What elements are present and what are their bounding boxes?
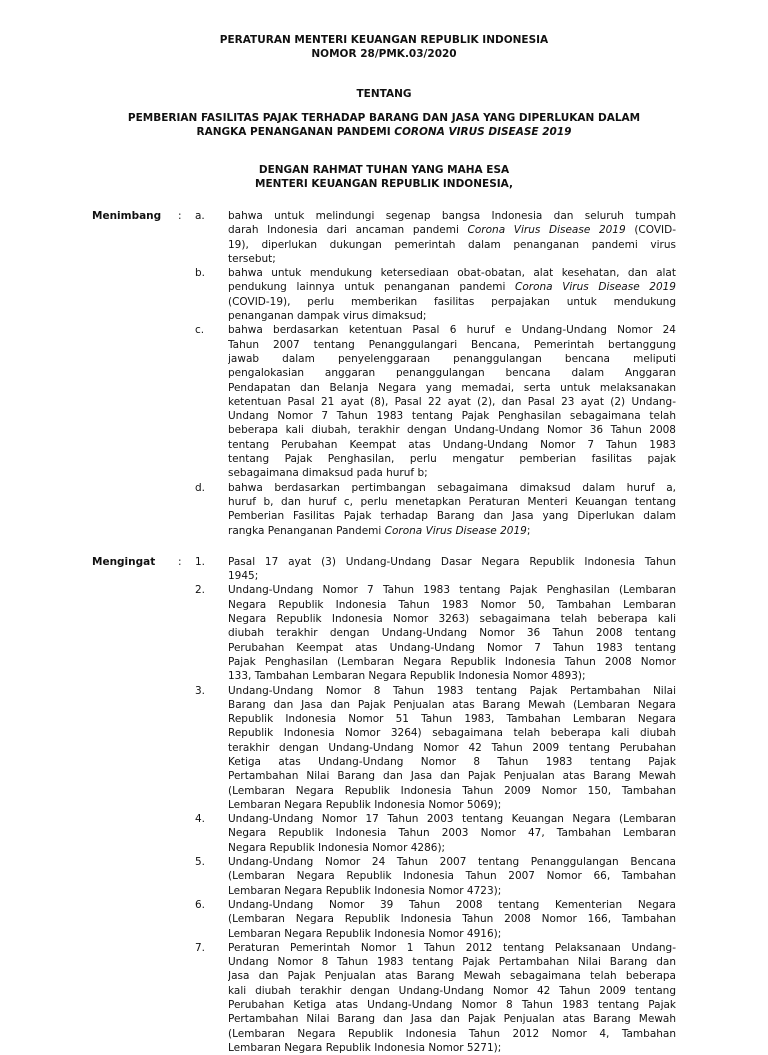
text-run: diubah terakhir dengan Undang-Undang Nomor 36 Tahun 2008 tentang: [228, 627, 676, 640]
text-run: kali diubah terakhir dengan Undang-Undang Nomor 42 Tahun 2009 tentang: [228, 984, 676, 997]
item-text-line: [228, 381, 676, 395]
item-text-line: [228, 884, 676, 898]
item-text: [228, 481, 676, 538]
text-run: Negara Republik Indonesia Tahun 2003 Nomor 47, Tambahan Lembaran: [228, 827, 676, 840]
regulation-subject: [92, 111, 676, 139]
item-text-line: [228, 395, 676, 409]
text-run: Undang-Undang Nomor 39 Tahun 2008 tentang Kementerian Negara: [228, 898, 676, 911]
item-text-line: [228, 927, 676, 941]
text-run: Jasa dan Pajak Penjualan atas Barang Mewah sebagaimana telah beberapa: [228, 970, 676, 983]
item-text-line: [228, 423, 676, 437]
item-text: [228, 941, 676, 1055]
text-run: Pertambahan Nilai Barang dan Jasa dan Pajak Penjualan atas Barang Mewah: [228, 770, 676, 783]
item-marker: 4.: [195, 813, 206, 826]
item-marker: 2.: [195, 584, 206, 597]
text-run: Pertambahan Nilai Barang dan Jasa dan Pajak Penjualan atas Barang Mewah: [228, 1013, 676, 1026]
text-run: Undang-Undang Nomor 8 Tahun 1983 tentang Pajak Pertambahan Nilai: [228, 684, 676, 697]
item-text: [228, 555, 676, 584]
text-run: Undang-Undang Nomor 7 Tahun 1983 tentang Pajak Penghasilan (Lembaran: [228, 584, 676, 597]
list-item: [195, 209, 676, 266]
text-run: 133, Tambahan Lembaran Negara Republik Indonesia Nomor 4893);: [228, 670, 586, 683]
item-marker: 3.: [195, 684, 206, 697]
item-text-line: [228, 209, 676, 223]
list-item: [195, 855, 676, 898]
list-item: [195, 555, 676, 584]
text-run: rangka Penanganan Pandemi: [228, 524, 385, 537]
text-run: Republik Indonesia Nomor 3264) sebagaimana telah beberapa kali diubah: [228, 727, 676, 740]
text-run: ;: [526, 524, 531, 537]
item-text-line: [228, 784, 676, 798]
regulation-title: [92, 33, 676, 61]
item-text-line: [228, 323, 676, 337]
text-run: Lembaran Negara Republik Indonesia Nomor 4916);: [228, 927, 502, 940]
item-marker: c.: [195, 324, 205, 337]
item-text-line: [228, 841, 676, 855]
text-run: tentang Pajak Penghasilan, perlu mengatur pemberian fasilitas pajak: [228, 453, 676, 466]
item-marker: 6.: [195, 898, 206, 911]
text-run: penanganan dampak virus dimaksud;: [228, 310, 427, 323]
preamble-line-1: DENGAN RAHMAT TUHAN YANG MAHA ESA: [258, 164, 510, 176]
menimbang-colon: :: [178, 210, 182, 222]
text-run: Undang Nomor 8 Tahun 1983 tentang Pajak Pertambahan Nilai Barang dan: [228, 956, 676, 969]
italic-term: Corona Virus Disease 2019: [384, 524, 527, 537]
tentang-heading: TENTANG: [356, 88, 412, 100]
menimbang-items: [195, 209, 676, 538]
list-item: [195, 812, 676, 855]
mengingat-items: [195, 555, 676, 1055]
list-item: [195, 481, 676, 538]
item-text-line: [228, 755, 676, 769]
item-text-line: [228, 338, 676, 352]
item-marker: 7.: [195, 941, 206, 954]
menimbang-section: [92, 209, 676, 538]
text-run: Pendapatan dan Belanja Negara yang memadai, serta untuk melaksanakan: [228, 381, 676, 394]
item-text-line: [228, 1041, 676, 1055]
text-run: pendukung lainnya untuk penanganan pandemi: [228, 281, 516, 294]
text-run: (COVID-: [625, 224, 676, 237]
text-run: Perubahan Keempat atas Undang-Undang Nomor 7 Tahun 1983 tentang: [228, 641, 676, 654]
item-text-line: [228, 295, 676, 309]
item-text-line: [228, 409, 676, 423]
text-run: huruf b, dan huruf c, perlu menetapkan Peraturan Menteri Keuangan tentang: [228, 495, 676, 508]
text-run: 1945;: [228, 570, 259, 583]
item-text-line: [228, 583, 676, 597]
list-item: [195, 941, 676, 1055]
text-run: pengalokasian anggaran penanggulangan bencana dalam Anggaran: [228, 367, 676, 380]
regulation-number: NOMOR 28/PMK.03/2020: [311, 48, 457, 60]
item-text-line: [228, 941, 676, 955]
item-marker: 1.: [195, 555, 206, 568]
item-text-line: [228, 366, 676, 380]
regulation-title-line-1: PERATURAN MENTERI KEUANGAN REPUBLIK INDONESIA: [219, 34, 549, 46]
item-text-line: [228, 984, 676, 998]
menimbang-label: Menimbang: [92, 210, 162, 222]
item-text: [228, 583, 676, 683]
text-run: bahwa untuk melindungi segenap bangsa Indonesia dan seluruh tumpah: [228, 210, 676, 222]
text-run: Undang-Undang Nomor 17 Tahun 2003 tentang Keuangan Negara (Lembaran: [228, 813, 676, 826]
item-text-line: [228, 655, 676, 669]
item-text: [228, 209, 676, 266]
text-run: Barang dan Jasa dan Pajak Penjualan atas Barang Mewah (Lembaran Negara: [228, 698, 676, 711]
item-text: [228, 898, 676, 941]
item-text-line: [228, 352, 676, 366]
list-item: [195, 583, 676, 683]
item-text-line: [228, 266, 676, 280]
text-run: Pasal 17 ayat (3) Undang-Undang Dasar Negara Republik Indonesia Tahun: [228, 555, 676, 568]
subject-line-1: PEMBERIAN FASILITAS PAJAK TERHADAP BARANG DAN JASA YANG DIPERLUKAN DALAM: [127, 112, 641, 124]
item-text-line: [228, 626, 676, 640]
text-run: (Lembaran Negara Republik Indonesia Tahun 2007 Nomor 66, Tambahan: [228, 870, 676, 883]
item-text-line: [228, 712, 676, 726]
text-run: Negara Republik Indonesia Nomor 3263) sebagaimana telah beberapa kali: [228, 613, 676, 626]
item-text-line: [228, 495, 676, 509]
item-marker: 5.: [195, 856, 206, 869]
text-run: Lembaran Negara Republik Indonesia Nomor 5271);: [228, 1041, 502, 1054]
text-run: Undang Nomor 7 Tahun 1983 tentang Pajak Penghasilan sebagaimana telah: [228, 410, 676, 423]
item-text-line: [228, 641, 676, 655]
list-item: [195, 266, 676, 323]
item-text-line: [228, 769, 676, 783]
item-text: [228, 812, 676, 855]
item-text-line: [228, 452, 676, 466]
item-marker: b.: [195, 267, 206, 280]
text-run: bahwa untuk mendukung ketersediaan obat-obatan, alat kesehatan, dan alat: [228, 267, 676, 280]
item-text-line: [228, 798, 676, 812]
item-text-line: [228, 726, 676, 740]
item-text: [228, 855, 676, 898]
item-text-line: [228, 741, 676, 755]
item-text-line: [228, 481, 676, 495]
item-text-line: [228, 1027, 676, 1041]
item-text-line: [228, 684, 676, 698]
item-text-line: [228, 252, 676, 266]
mengingat-section: [92, 555, 676, 1055]
text-run: darah Indonesia dari ancaman pandemi: [228, 224, 468, 237]
text-run: (Lembaran Negara Republik Indonesia Tahun 2009 Nomor 150, Tambahan: [228, 784, 676, 797]
item-text-line: [228, 1012, 676, 1026]
italic-term: Corona Virus Disease 2019: [515, 281, 676, 294]
item-text-line: [228, 869, 676, 883]
item-text-line: [228, 555, 676, 569]
preamble-heading: [92, 163, 676, 191]
item-text-line: [228, 969, 676, 983]
item-text-line: [228, 998, 676, 1012]
item-text-line: [228, 223, 676, 237]
list-item: [195, 323, 676, 480]
item-text-line: [228, 238, 676, 252]
item-text-line: [228, 912, 676, 926]
text-run: Negara Republik Indonesia Tahun 1983 Nomor 50, Tambahan Lembaran: [228, 598, 676, 611]
text-run: bahwa berdasarkan ketentuan Pasal 6 huruf e Undang-Undang Nomor 24: [228, 324, 676, 337]
text-run: sebagaimana dimaksud pada huruf b;: [228, 467, 428, 480]
item-text-line: [228, 669, 676, 683]
text-run: Republik Indonesia Nomor 51 Tahun 1983, Tambahan Lembaran Negara: [228, 713, 676, 726]
text-run: Ketiga atas Undang-Undang Nomor 8 Tahun 1983 tentang Pajak: [228, 755, 676, 768]
text-run: Lembaran Negara Republik Indonesia Nomor 4723);: [228, 884, 502, 897]
list-item: [195, 898, 676, 941]
item-text-line: [228, 569, 676, 583]
text-run: 19), diperlukan dukungan pemerintah dalam penanganan pandemi virus: [228, 238, 676, 251]
subject-line-2: [92, 125, 676, 139]
text-run: Lembaran Negara Republik Indonesia Nomor 5069);: [228, 798, 502, 811]
text-run: Perubahan Ketiga atas Undang-Undang Nomor 8 Tahun 1983 tentang Pajak: [228, 999, 676, 1012]
item-text-line: [228, 955, 676, 969]
preamble-line-2: MENTERI KEUANGAN REPUBLIK INDONESIA,: [255, 178, 513, 190]
item-text-line: [228, 309, 676, 323]
text-run: ketentuan Pasal 21 ayat (8), Pasal 22 ayat (2), dan Pasal 23 ayat (2) Undang-: [228, 395, 676, 408]
text-run: Pajak Penghasilan (Lembaran Negara Republik Indonesia Tahun 2008 Nomor: [228, 655, 676, 668]
item-text: [228, 684, 676, 813]
item-text-line: [228, 826, 676, 840]
text-run: (Lembaran Negara Republik Indonesia Tahun 2012 Nomor 4, Tambahan: [228, 1027, 676, 1040]
subject-line-2-text: RANGKA PENANGANAN PANDEMI: [196, 126, 395, 138]
item-text-line: [228, 698, 676, 712]
item-text-line: [228, 438, 676, 452]
item-text-line: [228, 855, 676, 869]
item-text-line: [228, 812, 676, 826]
item-text-line: [228, 524, 676, 538]
text-run: bahwa berdasarkan pertimbangan sebagaimana dimaksud dalam huruf a,: [228, 481, 676, 494]
text-run: Tahun 2007 tentang Penanggulangari Bencana, Pemerintah bertanggung: [228, 338, 676, 351]
text-run: Peraturan Pemerintah Nomor 1 Tahun 2012 tentang Pelaksanaan Undang-: [228, 941, 676, 954]
item-text-line: [228, 612, 676, 626]
text-run: jawab dalam penyelenggaraan penanggulangan bencana meliputi: [228, 352, 676, 365]
text-run: tentang Perubahan Keempat atas Undang-Undang Nomor 7 Tahun 1983: [228, 438, 676, 451]
list-item: [195, 684, 676, 813]
item-text-line: [228, 898, 676, 912]
text-run: tersebut;: [228, 252, 276, 265]
text-run: (Lembaran Negara Republik Indonesia Tahun 2008 Nomor 166, Tambahan: [228, 913, 676, 926]
text-run: terakhir dengan Undang-Undang Nomor 42 Tahun 2009 tentang Perubahan: [228, 741, 676, 754]
text-run: Negara Republik Indonesia Nomor 4286);: [228, 841, 446, 854]
item-text: [228, 323, 676, 480]
item-text: [228, 266, 676, 323]
item-marker: a.: [195, 210, 205, 222]
text-run: Undang-Undang Nomor 24 Tahun 2007 tentang Penanggulangan Bencana: [228, 856, 676, 869]
text-run: beberapa kali diubah, terakhir dengan Undang-Undang Nomor 36 Tahun 2008: [228, 424, 676, 437]
text-run: (COVID-19), perlu memberikan fasilitas perpajakan untuk mendukung: [228, 295, 676, 308]
item-text-line: [228, 509, 676, 523]
item-text-line: [228, 466, 676, 480]
italic-term: Corona Virus Disease 2019: [467, 224, 626, 237]
mengingat-label: Mengingat: [92, 555, 156, 568]
item-marker: d.: [195, 481, 206, 494]
item-text-line: [228, 598, 676, 612]
subject-line-2-italic: CORONA VIRUS DISEASE 2019: [394, 126, 572, 138]
item-text-line: [228, 280, 676, 294]
text-run: Pemberian Fasilitas Pajak terhadap Barang dan Jasa yang Diperlukan dalam: [228, 510, 676, 523]
mengingat-colon: :: [178, 555, 182, 568]
